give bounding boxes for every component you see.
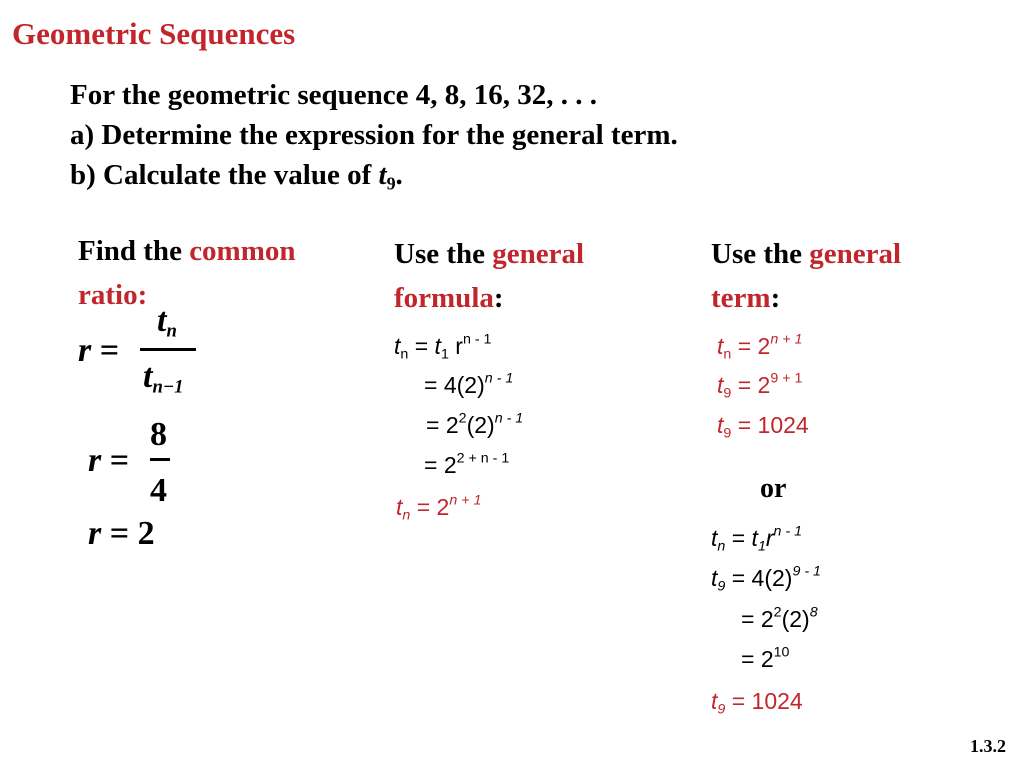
intro-line-1: For the geometric sequence 4, 8, 16, 32, . . . <box>70 79 597 111</box>
or-text: or <box>760 473 787 504</box>
alt-result: $t_9 = 1024$ <box>711 688 803 718</box>
intro-line-2: a) Determine the expression for the general term. <box>70 119 678 151</box>
ratio-numerator-2: 8 <box>150 416 167 453</box>
term-line-3: $t_9 = 1024$ <box>717 412 809 442</box>
formula-line-4: = $2^{2 + n - 1}$ <box>424 450 510 478</box>
formula-line-1: $t_n = t_1$ $r^{n - 1}$ <box>394 331 492 363</box>
alt-line-3: = $2^2(2)^8$ <box>741 604 818 632</box>
ratio-result: r = 2 <box>88 515 155 552</box>
term-line-2: $t_9 = 2^{9 + 1}$ <box>717 370 803 402</box>
col2-heading: Use the general formula: <box>394 238 585 314</box>
ratio-denominator: $t_{n-1}$ <box>143 358 184 398</box>
ratio-var: r = <box>78 332 120 369</box>
ratio-numerator: $t_n$ <box>157 302 177 342</box>
fraction-bar <box>140 348 196 351</box>
alt-line-1: $t_n = t_1r^{n - 1}$ <box>711 523 803 555</box>
page-title: Geometric Sequences <box>12 16 296 51</box>
fraction-bar-2 <box>150 458 170 461</box>
alt-line-4: = $2^{10}$ <box>741 644 790 672</box>
ratio-var-2: r = <box>88 442 130 479</box>
formula-line-2: = $4(2)^{n - 1}$ <box>424 370 514 398</box>
intro-line-3: b) Calculate the value of $t_9$. <box>70 159 403 194</box>
alt-line-2: $t_9 = 4(2)^{9 - 1}$ <box>711 563 821 595</box>
col3-heading: Use the general term: <box>711 238 902 314</box>
formula-result: $t_n = 2^{n + 1}$ <box>396 492 482 524</box>
ratio-denominator-2: 4 <box>150 472 167 509</box>
slide-number: 1.3.2 <box>970 736 1006 756</box>
term-line-1: $t_n = 2^{n + 1}$ <box>717 331 803 363</box>
formula-line-3: = $2^2(2)^{n - 1}$ <box>426 410 524 438</box>
col1-heading: Find the common ratio: <box>78 235 296 311</box>
